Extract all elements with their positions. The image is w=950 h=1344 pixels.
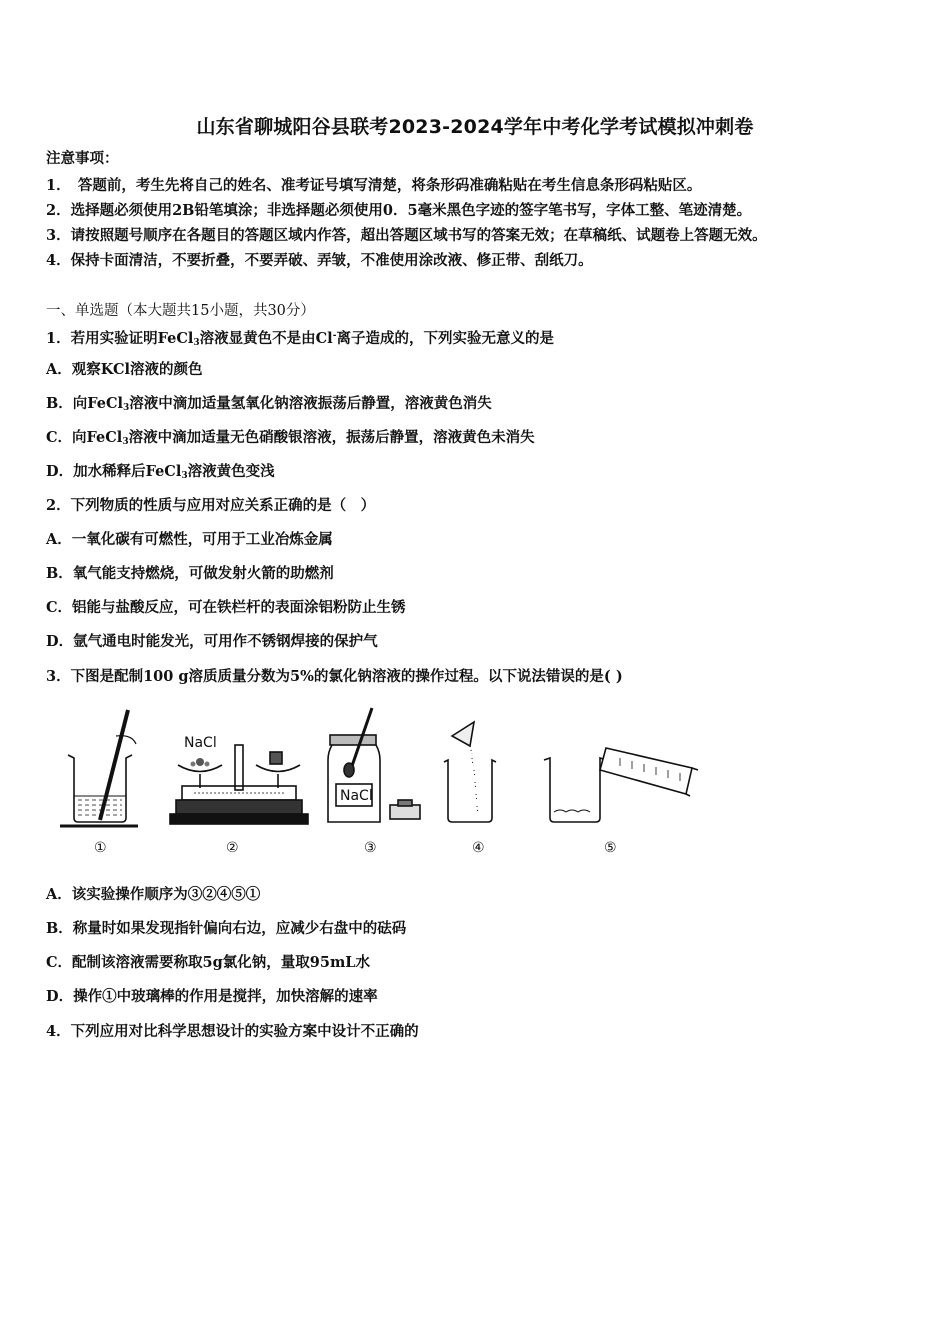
reagent-bottle-illustration bbox=[328, 708, 420, 822]
question-1-option-b: B．向FeCl$_3$溶液中滴加适量氢氧化钠溶液振荡后静置，溶液黄色消失 bbox=[46, 395, 492, 413]
notice-item: 3．请按照题号顺序在各题目的答题区域内作答，超出答题区域书写的答案无效；在草稿纸、试题卷上答题无效。 bbox=[46, 227, 767, 244]
pouring-water-illustration bbox=[544, 748, 698, 822]
step-5-label: ⑤ bbox=[604, 840, 617, 856]
step-4-label: ④ bbox=[472, 840, 485, 856]
step-1-label: ① bbox=[94, 840, 107, 856]
question-4-stem: 4．下列应用对比科学思想设计的实验方案中设计不正确的 bbox=[46, 1023, 419, 1040]
section-heading: 一、单选题（本大题共15小题，共30分） bbox=[46, 303, 315, 319]
question-2-option-a: A．一氧化碳有可燃性，可用于工业冶炼金属 bbox=[46, 531, 333, 548]
question-1-option-a: A．观察KCl溶液的颜色 bbox=[46, 361, 203, 378]
question-1-stem: 1．若用实验证明FeCl$_3$溶液显黄色不是由Cl-离子造成的，下列实验无意义的是 bbox=[46, 330, 554, 348]
scale-nacl-label: NaCl bbox=[184, 735, 217, 751]
question-1-option-c: C．向FeCl$_3$溶液中滴加适量无色硝酸银溶液，振荡后静置，溶液黄色未消失 bbox=[46, 429, 535, 447]
notice-item: 4．保持卡面清洁，不要折叠，不要弄破、弄皱，不准使用涂改液、修正带、刮纸刀。 bbox=[46, 252, 593, 269]
bottle-nacl-label: NaCl bbox=[340, 788, 373, 804]
pouring-solid-illustration bbox=[444, 722, 496, 822]
notice-heading: 注意事项： bbox=[46, 150, 119, 167]
question-3-stem: 3．下图是配制100 g溶质质量分数为5%的氯化钠溶液的操作过程。以下说法错误的是( ) bbox=[46, 668, 623, 685]
step-3-label: ③ bbox=[364, 840, 377, 856]
question-3-option-b: B．称量时如果发现指针偏向右边，应减少右盘中的砝码 bbox=[46, 920, 407, 937]
question-3-option-d: D．操作①中玻璃棒的作用是搅拌，加快溶解的速率 bbox=[46, 988, 378, 1005]
question-2-option-d: D．氩气通电时能发光，可用作不锈钢焊接的保护气 bbox=[46, 633, 378, 650]
notice-item: 2．选择题必须使用2B铅笔填涂；非选择题必须使用0．5毫米黑色字迹的签字笔书写，字体工整、笔迹清楚。 bbox=[46, 202, 752, 219]
question-3-option-a: A．该实验操作顺序为③②④⑤① bbox=[46, 886, 261, 903]
balance-scale-illustration bbox=[170, 745, 308, 824]
notice-item: 1． 答题前，考生先将自己的姓名、准考证号填写清楚，将条形码准确粘贴在考生信息条形码粘贴区。 bbox=[46, 177, 702, 194]
question-1-option-d: D．加水稀释后FeCl$_3$溶液黄色变浅 bbox=[46, 463, 275, 481]
beaker-stirring-illustration bbox=[60, 710, 138, 826]
question-2-option-c: C．铝能与盐酸反应，可在铁栏杆的表面涂铝粉防止生锈 bbox=[46, 599, 406, 616]
question-2-option-b: B．氧气能支持燃烧，可做发射火箭的助燃剂 bbox=[46, 565, 334, 582]
question-3-option-c: C．配制该溶液需要称取5g氯化钠，量取95mL水 bbox=[46, 954, 370, 971]
experiment-figure bbox=[60, 700, 710, 860]
question-2-stem: 2．下列物质的性质与应用对应关系正确的是（ ） bbox=[46, 497, 376, 514]
page-title: 山东省聊城阳谷县联考2023-2024学年中考化学考试模拟冲刺卷 bbox=[196, 116, 754, 138]
step-2-label: ② bbox=[226, 840, 239, 856]
